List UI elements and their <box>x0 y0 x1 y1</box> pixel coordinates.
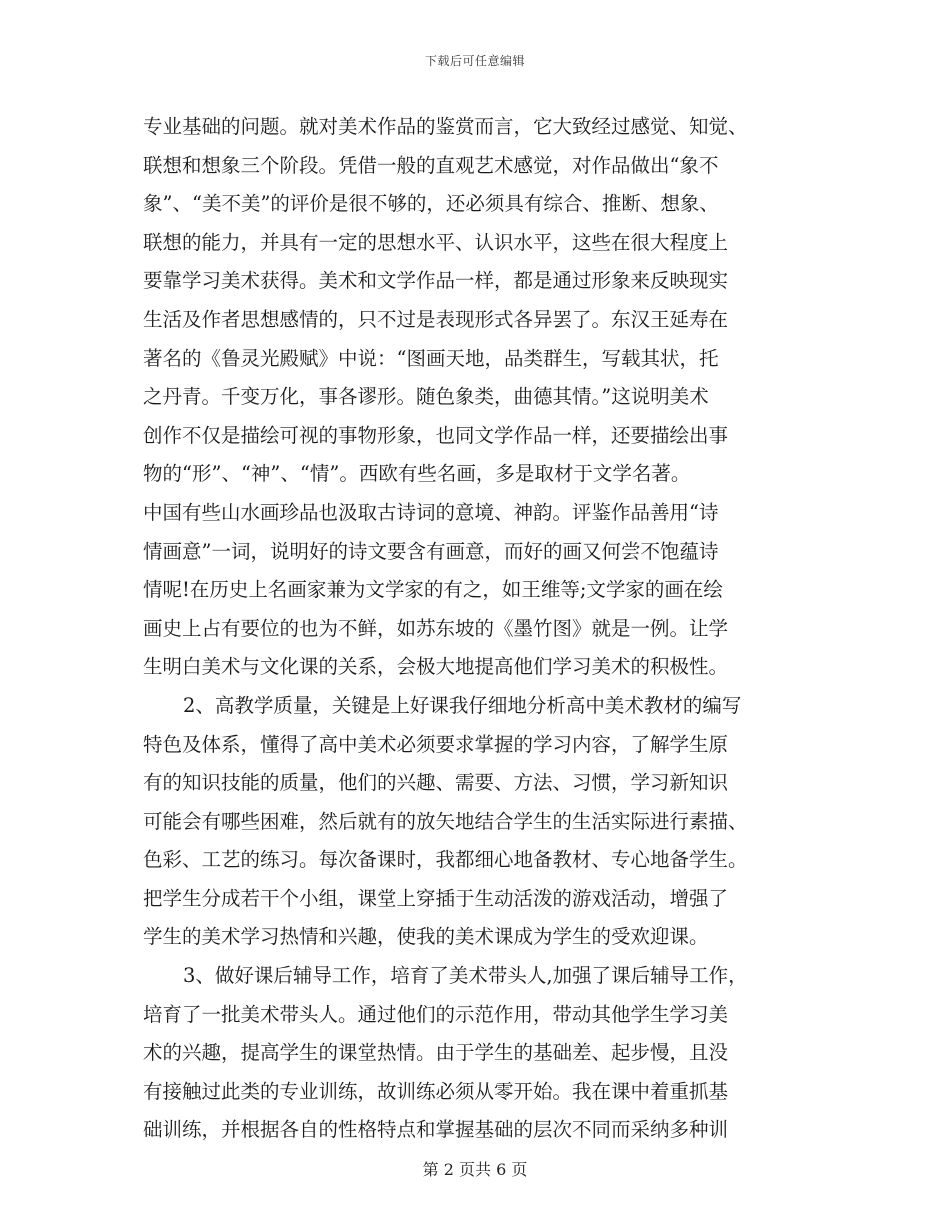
text-line: 特色及体系，懂得了高中美术必须要求掌握的学习内容，了解学生原 <box>143 732 729 756</box>
text-line: 有的知识技能的质量，他们的兴趣、需要、方法、习惯，学习新知识 <box>143 771 729 795</box>
text-line: 术的兴趣，提高学生的课堂热情。由于学生的基础差、起步慢，且没 <box>143 1041 729 1065</box>
text-line: 生活及作者思想感情的，只不过是表现形式各异罢了。东汉王延寿在 <box>143 307 729 331</box>
text-line: 把学生分成若干个小组，课堂上穿插于生动活泼的游戏活动，增强了 <box>143 886 729 910</box>
text-line: 联想的能力，并具有一定的思想水平、认识水平，这些在很大程度上 <box>143 230 729 254</box>
text-line: 画史上占有要位的也为不鲜，如苏东坡的《墨竹图》就是一例。让学 <box>143 616 729 640</box>
text-line: 色彩、工艺的练习。每次备课时，我都细心地备教材、专心地备学生。 <box>143 848 748 872</box>
page-header: 下载后可任意编辑 <box>424 54 525 68</box>
text-line: 情画意”一词，说明好的诗文要含有画意，而好的画又何尝不饱蕴诗 <box>143 539 719 563</box>
page-number: 第 2 页共 6 页 <box>422 1160 528 1179</box>
text-line: 础训练，并根据各自的性格特点和掌握基础的层次不同而采纳多种训 <box>143 1118 729 1142</box>
text-line: 之丹青。千变万化，事各谬形。随色象类，曲德其情。”这说明美术 <box>143 385 709 409</box>
text-line: 有接触过此类的专业训练，故训练必须从零开始。我在课中着重抓基 <box>143 1079 729 1103</box>
text-line: 物的“形”、“神”、“情”。西欧有些名画，多是取材于文学名著。 <box>143 462 691 486</box>
text-line: 3、做好课后辅导工作，培育了美术带头人,加强了课后辅导工作， <box>183 964 748 988</box>
text-line: 专业基础的问题。就对美术作品的鉴赏而言，它大致经过感觉、知觉、 <box>143 115 748 138</box>
text-line: 中国有些山水画珍品也汲取古诗词的意境、神韵。评鉴作品善用“诗 <box>143 500 719 524</box>
text-line: 可能会有哪些困难，然后就有的放矢地结合学生的生活实际进行素描、 <box>143 809 748 833</box>
text-line: 2、高教学质量，关键是上好课我仔细地分析高中美术教材的编写 <box>183 693 742 717</box>
paragraph-1 <box>143 108 811 687</box>
paragraph-3 <box>143 957 811 1150</box>
text-line: 著名的《鲁灵光殿赋》中说：“图画天地，品类群生，写载其状，托 <box>143 346 719 370</box>
text-line: 要靠学习美术获得。美术和文学作品一样，都是通过形象来反映现实 <box>143 269 729 293</box>
paragraph-2 <box>143 687 811 957</box>
document-body <box>143 108 811 1150</box>
text-line: 培育了一批美术带头人。通过他们的示范作用，带动其他学生学习美 <box>143 1002 729 1026</box>
text-line: 联想和想象三个阶段。凭借一般的直观艺术感觉，对作品做出“象不 <box>143 153 719 177</box>
text-line: 情呢!在历史上名画家兼为文学家的有之，如王维等;文学家的画在绘 <box>143 578 723 602</box>
text-line: 象”、“美不美”的评价是很不够的，还必须具有综合、推断、想象、 <box>143 192 719 216</box>
text-line: 生明白美术与文化课的关系，会极大地提高他们学习美术的积极性。 <box>143 655 729 679</box>
text-line: 学生的美术学习热情和兴趣，使我的美术课成为学生的受欢迎课。 <box>143 925 709 949</box>
text-line: 创作不仅是描绘可视的事物形象，也同文学作品一样，还要描绘出事 <box>143 423 729 447</box>
